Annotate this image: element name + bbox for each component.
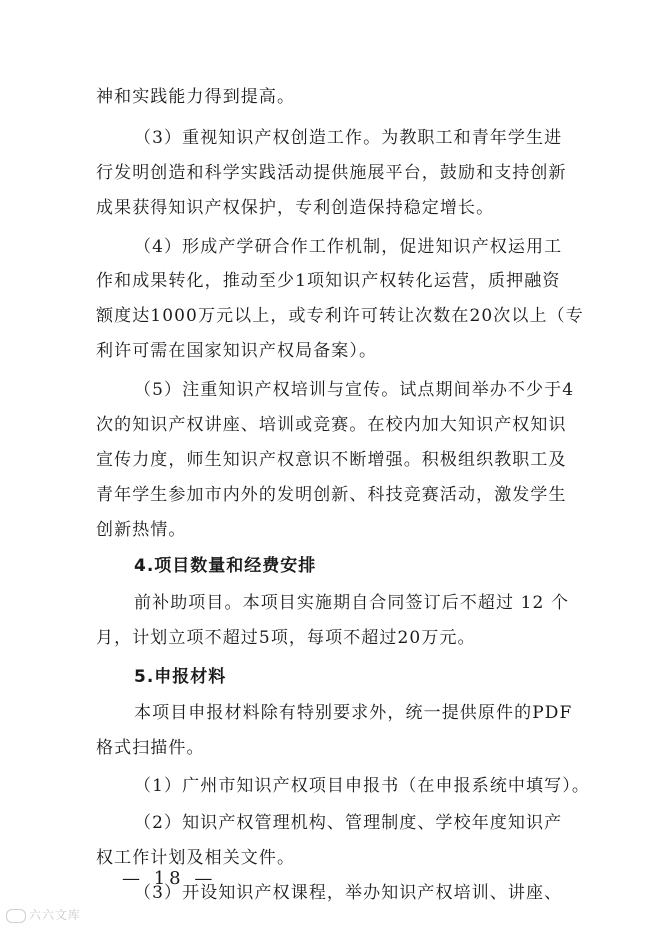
text-line: 本项目申报材料除有特别要求外，统一提供原件的PDF [134,703,573,723]
watermark-text: 六六文库 [29,908,82,922]
text-line: （5）注重知识产权培训与宣传。试点期间举办不少于4 [134,380,575,400]
text-line: 格式扫描件。 [96,738,205,758]
text-line: （4）形成产学研合作工作机制，促进知识产权运用工 [134,237,563,257]
text-line: （2）知识产权管理机构、管理制度、学校年度知识产 [134,813,563,833]
text-line: 青年学生参加市内外的发明创新、科技竞赛活动，激发学生 [96,485,567,505]
text-line: （3）开设知识产权课程，举办知识产权培训、讲座、 [134,883,563,903]
text-line: 利许可需在国家知识产权局备案）。 [96,341,378,361]
text-line: 行发明创造和科学实践活动提供施展平台，鼓励和支持创新 [96,163,567,183]
text-line: 次的知识产权讲座、培训或竞赛。在校内加大知识产权知识 [96,415,567,435]
section-heading: 5.申报材料 [134,667,227,687]
watermark [6,906,81,923]
page-number: — 18 — [122,868,217,889]
text-line: （3）重视知识产权创造工作。为教职工和青年学生进 [134,128,563,148]
text-line: 月，计划立项不超过5项，每项不超过20万元。 [96,628,476,648]
text-line: 权工作计划及相关文件。 [96,848,296,868]
text-line: 创新热情。 [96,520,187,540]
text-line: 作和成果转化，推动至少1项知识产权转化运营，质押融资 [96,271,561,291]
text-line: 神和实践能力得到提高。 [96,87,296,107]
text-line: （1）广州市知识产权项目申报书（在申报系统中填写）。 [134,776,590,796]
text-line: 额度达1000万元以上，或专利许可转让次数在20次以上（专 [96,306,584,326]
text-line: 前补助项目。本项目实施期自合同签订后不超过 12 个 [134,593,570,613]
section-heading: 4.项目数量和经费安排 [134,556,317,576]
text-line: 宣传力度，师生知识产权意识不断增强。积极组织教职工及 [96,450,567,470]
watermark-logo-icon [6,909,26,923]
text-line: 成果获得知识产权保护，专利创造保持稳定增长。 [96,198,495,218]
